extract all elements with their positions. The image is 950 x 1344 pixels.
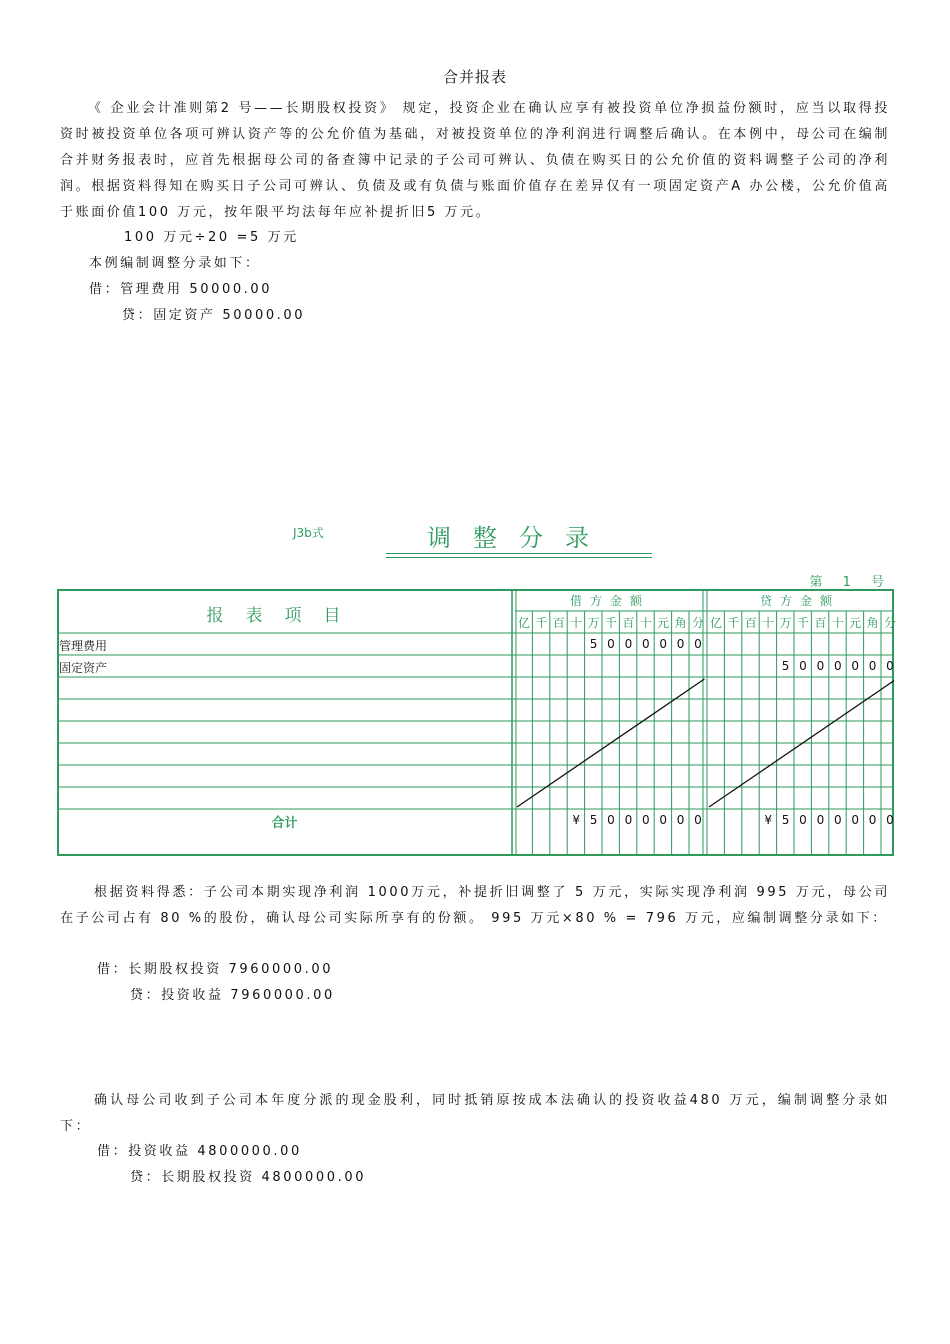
total-credit-digit: 0	[816, 813, 825, 827]
credit-unit-header: 亿	[709, 616, 722, 630]
debit-digit: 5	[589, 637, 598, 651]
entry-lead: 本例编制调整分录如下：	[89, 256, 261, 271]
debit-unit-header: 十	[570, 616, 583, 630]
document-title: 合并报表	[442, 68, 507, 86]
debit-line-2: 借：长期股权投资 7960000.00	[97, 962, 334, 977]
title-underline-double	[386, 557, 652, 558]
header-credit-amount: 贷方金额	[759, 594, 840, 608]
total-label: 合计	[271, 816, 298, 831]
credit-unit-header: 千	[796, 616, 809, 630]
debit-unit-header: 分	[691, 616, 704, 630]
total-debit-digit: 0	[676, 813, 685, 827]
credit-unit-header: 十	[831, 616, 844, 630]
total-credit-digit: 0	[799, 813, 807, 827]
debit-unit-header: 千	[535, 616, 548, 630]
debit-unit-header: 百	[622, 616, 635, 630]
row-item-label: 固定资产	[59, 661, 108, 675]
header-debit-amount: 借方金额	[569, 594, 650, 608]
credit-line-2: 贷：投资收益 7960000.00	[130, 988, 335, 1003]
credit-digit: 0	[799, 659, 807, 673]
credit-unit-header: 万	[779, 616, 792, 630]
credit-unit-header: 元	[849, 616, 862, 630]
debit-unit-header: 万	[587, 616, 600, 630]
debit-unit-header: 亿	[517, 616, 530, 630]
total-debit-digit: 5	[589, 813, 598, 827]
credit-unit-header: 分	[883, 616, 896, 630]
credit-digit: 0	[816, 659, 825, 673]
title-underline	[386, 553, 652, 554]
debit-line: 借：管理费用 50000.00	[89, 282, 273, 297]
total-credit-digit: 0	[851, 813, 859, 827]
credit-digit: 0	[886, 659, 894, 673]
total-debit-digit: 0	[624, 813, 633, 827]
total-credit-digit: ¥	[764, 813, 772, 827]
credit-unit-header: 十	[762, 616, 775, 630]
total-debit-digit: 0	[659, 813, 667, 827]
debit-unit-header: 千	[604, 616, 617, 630]
total-credit-digit: 0	[886, 813, 894, 827]
adjustment-entry-table	[57, 589, 894, 856]
total-debit-digit: 0	[694, 813, 702, 827]
credit-unit-header: 角	[866, 616, 879, 630]
debit-digit: 0	[641, 637, 650, 651]
debit-unit-header: 元	[657, 616, 670, 630]
debit-digit: 0	[659, 637, 667, 651]
depreciation-calc: 100 万元÷20 =5 万元	[124, 230, 299, 245]
debit-digit: 0	[694, 637, 702, 651]
credit-digit: 0	[868, 659, 877, 673]
credit-digit: 0	[833, 659, 842, 673]
total-debit-digit: 0	[641, 813, 650, 827]
credit-line-3: 贷：长期股权投资 4800000.00	[130, 1170, 367, 1185]
credit-unit-header: 百	[744, 616, 757, 630]
debit-digit: 0	[676, 637, 685, 651]
net-profit-paragraph: 根据资料得悉：子公司本期实现净利润 1000万元，补提折旧调整了 5 万元，实际实现净利润 995 万元，母公司在子公司占有 80 %的股份，确认母公司实际所享有的份额。 995 万元×80 % = 796 万元，应编制调整分录如下：	[60, 885, 890, 926]
debit-digit: 0	[607, 637, 615, 651]
credit-unit-header: 千	[727, 616, 740, 630]
credit-line: 贷：固定资产 50000.00	[122, 308, 306, 323]
dividend-paragraph: 确认母公司收到子公司本年度分派的现金股利，同时抵销原按成本法确认的投资收益480 万元，编制调整分录如下：	[60, 1093, 890, 1134]
total-debit-digit: 0	[607, 813, 615, 827]
total-credit-digit: 0	[833, 813, 842, 827]
credit-unit-header: 百	[814, 616, 827, 630]
intro-paragraph: 《 企业会计准则第2 号——长期股权投资》 规定，投资企业在确认应享有被投资单位净损益份额时，应当以取得投资时被投资单位各项可辨认资产等的公允价值为基础，对被投资单位的净利润进行调整后确认。在本例中，母公司在编制合并财务报表时，应首先根据母公司的备查簿中记录的子公司可辨认、负债在购买日的公允价值的资料调整子公司的净利润。根据资料得知在购买日子公司可辨认、负债及或有负债与账面价值存在差异仅有一项固定资产A 办公楼，公允价值高于账面价值100 万元，按年限平均法每年应补提折旧5 万元。	[60, 101, 890, 220]
total-credit-digit: 5	[781, 813, 790, 827]
debit-digit: 0	[624, 637, 633, 651]
debit-unit-header: 百	[552, 616, 565, 630]
form-title: 调整分录	[427, 524, 611, 552]
total-debit-digit: ¥	[572, 813, 580, 827]
credit-digit: 5	[781, 659, 790, 673]
page-number: 第 1 号	[809, 575, 892, 590]
debit-unit-header: 十	[639, 616, 652, 630]
row-item-label: 管理费用	[59, 639, 108, 653]
credit-digit: 0	[851, 659, 859, 673]
debit-line-3: 借：投资收益 4800000.00	[97, 1144, 302, 1159]
total-credit-digit: 0	[868, 813, 877, 827]
header-report-item: 报表项目	[206, 606, 363, 626]
debit-unit-header: 角	[674, 616, 687, 630]
form-code: J3b式	[293, 526, 324, 540]
